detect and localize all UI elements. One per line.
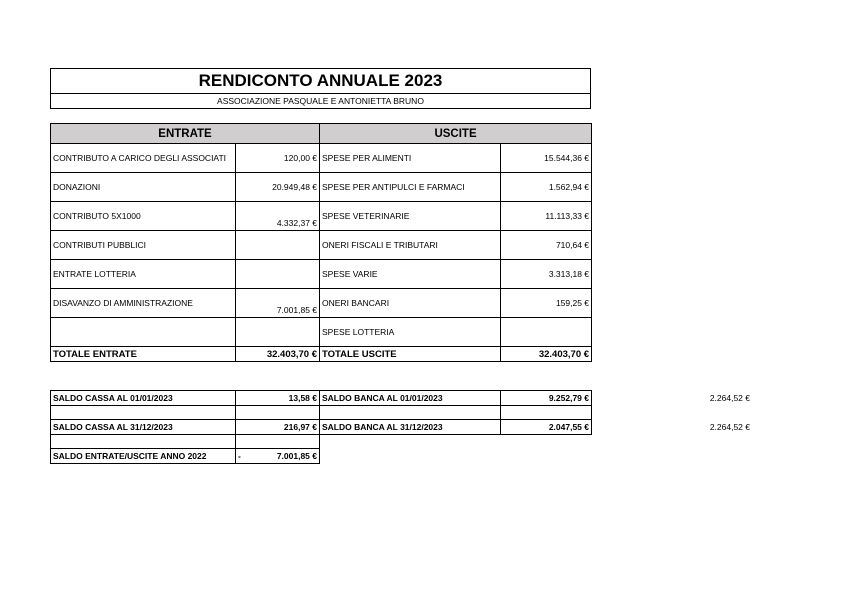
entrata-value: 20.949,48 €	[236, 173, 320, 202]
balances-table	[50, 390, 592, 464]
uscita-value	[501, 318, 592, 347]
entrata-label: CONTRIBUTI PUBBLICI	[51, 231, 236, 260]
table-row	[51, 231, 592, 260]
entrata-label: DONAZIONI	[51, 173, 236, 202]
table-row	[51, 260, 592, 289]
saldo-cassa-inizio-value: 13,58 €	[236, 391, 320, 406]
spacer-row	[51, 435, 592, 449]
entrata-value	[236, 231, 320, 260]
saldo-anno-label: SALDO ENTRATE/USCITE ANNO 2022	[51, 449, 236, 464]
totale-uscite-value: 32.403,70 €	[501, 347, 592, 362]
spacer-row	[51, 406, 592, 420]
table-row	[51, 202, 592, 231]
totale-uscite-label: TOTALE USCITE	[320, 347, 501, 362]
entrata-label: CONTRIBUTO A CARICO DEGLI ASSOCIATI	[51, 144, 236, 173]
saldo-banca-inizio-label: SALDO BANCA AL 01/01/2023	[320, 391, 501, 406]
report-title: RENDICONTO ANNUALE 2023	[50, 68, 591, 94]
uscita-label: SPESE PER ALIMENTI	[320, 144, 501, 173]
income-expense-table	[50, 123, 592, 362]
entrata-label: DISAVANZO DI AMMINISTRAZIONE	[51, 289, 236, 318]
table-row	[51, 173, 592, 202]
entrata-value: 4.332,37 €	[236, 202, 320, 231]
entrata-label: ENTRATE LOTTERIA	[51, 260, 236, 289]
uscita-value: 159,25 €	[501, 289, 592, 318]
saldo-anno-cell	[236, 449, 320, 464]
empty-cell	[51, 406, 236, 420]
totals-row	[51, 347, 592, 362]
entrata-label	[51, 318, 236, 347]
side-value: 2.264,52 €	[709, 422, 750, 432]
empty-cell	[320, 406, 501, 420]
empty-cell	[320, 449, 501, 464]
uscita-value: 3.313,18 €	[501, 260, 592, 289]
uscita-label: ONERI BANCARI	[320, 289, 501, 318]
saldo-cassa-fine-value: 216,97 €	[236, 420, 320, 435]
table-row	[51, 391, 592, 406]
saldo-banca-fine-value: 2.047,55 €	[501, 420, 592, 435]
side-value: 2.264,52 €	[709, 393, 750, 403]
uscite-header: USCITE	[320, 124, 592, 144]
entrate-header: ENTRATE	[51, 124, 320, 144]
uscita-label: ONERI FISCALI E TRIBUTARI	[320, 231, 501, 260]
uscita-label: SPESE VETERINARIE	[320, 202, 501, 231]
saldo-cassa-inizio-label: SALDO CASSA AL 01/01/2023	[51, 391, 236, 406]
saldo-cassa-fine-label: SALDO CASSA AL 31/12/2023	[51, 420, 236, 435]
empty-cell	[501, 449, 592, 464]
entrata-value	[236, 260, 320, 289]
entrata-value: 120,00 €	[236, 144, 320, 173]
empty-cell	[236, 406, 320, 420]
uscita-value: 710,64 €	[501, 231, 592, 260]
saldo-banca-fine-label: SALDO BANCA AL 31/12/2023	[320, 420, 501, 435]
totale-entrate-label: TOTALE ENTRATE	[51, 347, 236, 362]
saldo-anno-sign: -	[238, 451, 241, 461]
totale-entrate-value: 32.403,70 €	[236, 347, 320, 362]
table-row	[51, 449, 592, 464]
empty-cell	[236, 435, 320, 449]
empty-cell	[51, 435, 236, 449]
empty-cell	[501, 435, 592, 449]
entrata-label: CONTRIBUTO 5X1000	[51, 202, 236, 231]
empty-cell	[501, 406, 592, 420]
association-name: ASSOCIAZIONE PASQUALE E ANTONIETTA BRUNO	[50, 94, 591, 109]
saldo-anno-value: 7.001,85 €	[276, 451, 317, 461]
uscita-value: 1.562,94 €	[501, 173, 592, 202]
table-row	[51, 289, 592, 318]
table-row	[51, 420, 592, 435]
uscita-value: 11.113,33 €	[501, 202, 592, 231]
uscita-label: SPESE VARIE	[320, 260, 501, 289]
uscita-label: SPESE LOTTERIA	[320, 318, 501, 347]
empty-cell	[320, 435, 501, 449]
entrata-value: 7.001,85 €	[236, 289, 320, 318]
table-row	[51, 318, 592, 347]
uscita-label: SPESE PER ANTIPULCI E FARMACI	[320, 173, 501, 202]
table-row	[51, 144, 592, 173]
entrata-value	[236, 318, 320, 347]
saldo-banca-inizio-value: 9.252,79 €	[501, 391, 592, 406]
uscita-value: 15.544,36 €	[501, 144, 592, 173]
